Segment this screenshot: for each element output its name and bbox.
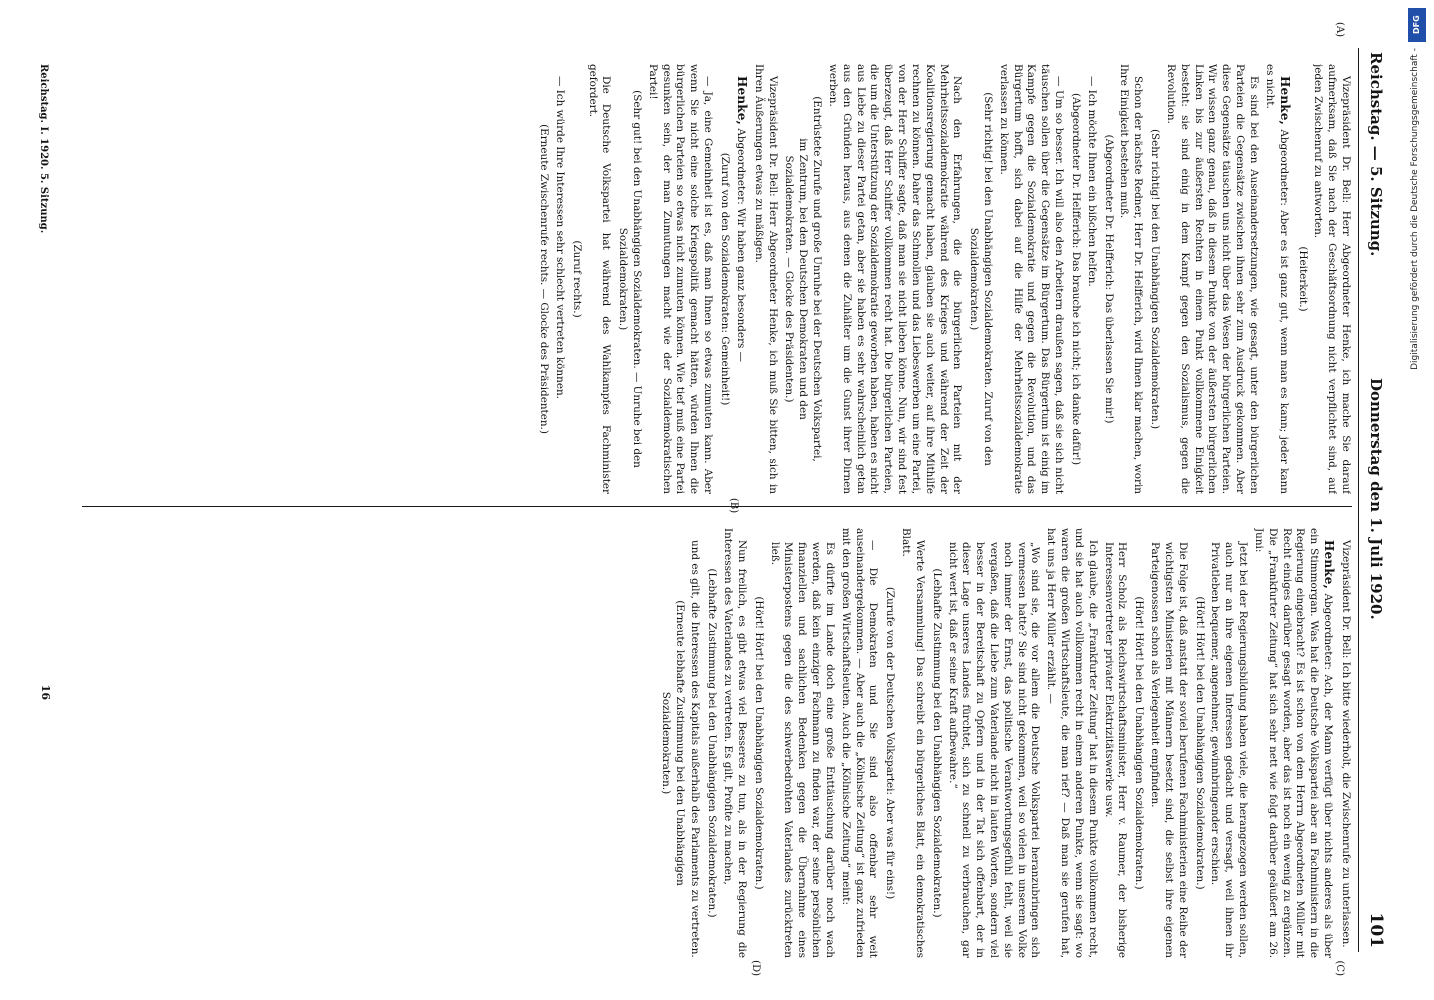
speech-paragraph bbox=[1251, 528, 1336, 958]
interjection: (Hört! Hört! bei den Unabhängigen Sozialdemokraten.) bbox=[1133, 596, 1146, 890]
interjection: (Abgeordneter Dr. Helfferich: Das überlassen Sie mir!) bbox=[1102, 134, 1115, 424]
paragraph: Schon der nächste Redner, Herr Dr. Helfferich, wird Ihnen klar machen, worin Ihre Einigkeit bestehen muß. bbox=[1118, 64, 1145, 494]
interjection: (Hört! Hört! bei den Unabhängigen Sozialdemokraten.) bbox=[752, 596, 765, 890]
interjection: (Sehr gut! bei den Unabhängigen Sozialdemokraten. — Unruhe bei den Sozialdemokraten.) bbox=[617, 90, 643, 468]
paragraph: und es gilt, die Interessen des Kapitals außerhalb des Parlaments zu vertreten. bbox=[689, 540, 702, 958]
speech-paragraph bbox=[1262, 64, 1292, 494]
paragraph: — Um so besser. Ich will also den Arbeitern draußen sagen, daß sie sich nicht täuschen sollen über die Gegensätze im Bürgertum. Das Bürgertum ist einig im Kampfe gegen die Sozialdemokratie und gegen die Revolution, und das Bürgertum hofft, sich dabei auf die Hilfe der Mehrheitssozialdemokratie verlassen zu können. bbox=[997, 64, 1066, 494]
speech-text: Abgeordneter: Aber es ist ganz gut, wenn man es kann; jeder kann es nicht. bbox=[1263, 64, 1290, 494]
page-header bbox=[1358, 48, 1389, 952]
margin-mark-b: (B) bbox=[728, 498, 739, 514]
interjection: (Entrüstete Zurufe und große Unruhe bei der Deutschen Volkspartei, im Zentrum, bei den Deutschen Demokraten und den Sozialdemokraten. — Glocke des Präsidenten.) bbox=[783, 96, 824, 462]
interjection: (Abgeordneter Dr. Helfferich: Das brauche ich nicht; ich danke dafür!) bbox=[1069, 92, 1082, 466]
interjection: (Zuruf rechts.) bbox=[570, 240, 583, 318]
signature-mark: 16 bbox=[38, 684, 52, 700]
rotated-page bbox=[25, 20, 1405, 980]
paragraph: Nach den Erfahrungen, die die bürgerlichen Parteien mit der Mehrheitssozialdemokratie während des Krieges und während der Zeit der Koalitionsregierung gemacht haben, glauben sie auch weiter, auf ihre Mithilfe rechnen zu können. Daher das Schmollen und das Liebeswerben um eine Partei, von der Herr Schiffer sagte, daß man sie nicht lieben könne. Nun, wir sind fest überzeugt, daß Herr Schiffer vollkommen recht hat. Die bürgerlichen Parteien, die um die Unterstützung der Sozialdemokratie geworben haben, haben es nicht aus Liebe zu dieser Partei getan, aber sie haben es sehr wahrscheinlich getan aus den Gründen heraus, aus denen die Zuhälter um die Gunst ihrer Dirnen werben. bbox=[826, 64, 964, 494]
interjection: (Heiterkeit.) bbox=[1296, 246, 1309, 312]
interjection: (Sehr richtig! bei den Unabhängigen Sozialdemokraten. Zuruf von den Sozialdemokraten.) bbox=[968, 92, 994, 466]
paragraph: Es sind bei den Auseinandersetzungen, wie gesagt, unter den bürgerlichen Parteien die Gegensätze zwischen ihnen sehr zum Ausdruck gekommen. Aber diese Gegensätze täuschen uns nicht über das Wesen der bürgerlichen Parteien. Wir wissen ganz genau, daß in diesem Punkte von der äußersten bürgerlichen Linken bis zur äußersten Rechten in einem Punkt vollkommene Einigkeit besteht: sie sind einig in dem Kampf gegen den Sozialismus, gegen die Revolution. bbox=[1164, 64, 1260, 494]
quotation: Herr Scholz als Reichswirtschaftsminister, Herr v. Raumer, der bisherige Interessenvertreter privater Elektrizitätswerke usw. bbox=[1102, 542, 1129, 958]
paragraph: — Ja, eine Gemeinheit ist es, daß man Ihnen so etwas zumuten kann. Aber wenn Sie nicht eine solche Kriegspolitik gemacht hätten, würden Ihnen die bürgerlichen Parteien so etwas nicht zumuten können. Wie tief muß eine Partei gesunken sein, der man Zumutungen macht wie der Sozialdemokratischen Partei! bbox=[646, 64, 715, 494]
paragraph: — Die Demokraten und Sie sind also offenbar sehr weit auseinandergekommen. — Aber auch die „Kölnische Zeitung“ ist ganz zufrieden mit den großen Wirtschaftsleuten. Auch die „Kölnische Zeitung“ meint: bbox=[839, 528, 880, 958]
speech-paragraph bbox=[733, 64, 749, 494]
interjection: (Lebhafte Zustimmung bei den Unabhängigen Sozialdemokraten.) bbox=[930, 568, 943, 918]
speech-text: Abgeordneter: Wir haben ganz besonders — bbox=[734, 128, 747, 363]
paragraph: Nun freilich, es gibt etwas viel Besseres zu tun, als in der Regierung die Interessen des Vaterlandes zu vertreten. Es gilt, Profite zu machen, bbox=[722, 528, 748, 958]
right-column bbox=[62, 528, 1352, 958]
speech-text: Abgeordneter: Ach, der Mann verfügt über nichts anderes als über ein Stimmorgan. Was hat die Deutsche Volkspartei aber an Fachministern in die Regierung eingebracht? Es ist schon von dem Herrn Abgeordneten Müller mit Recht einiges darüber gesagt worden, aber das ist noch ein wenig zu ergänzen. Die „Frankfurter Zeitung“ hat sich sehr nett wie folgt darüber geäußert am 26. Juni: bbox=[1252, 528, 1335, 958]
paragraph: Werte Versammlung! Das schreibt ein bürgerliches Blatt, ein demokratisches Blatt. bbox=[900, 528, 926, 958]
funding-notice: Digitalisierung gefördert durch die Deutsche Forschungsgemeinschaft - bbox=[1410, 48, 1420, 370]
paragraph: Vizepräsident Dr. Bell: Herr Abgeordneter Henke, ich mache Sie darauf aufmerksam, daß Sie nach der Geschäftsordnung nicht verpflichtet sind, auf jeden Zwischenruf zu antworten. bbox=[1312, 64, 1352, 494]
interjection: (Zurufe von der Deutschen Volkspartei: Aber was für eins!) bbox=[884, 586, 897, 900]
interjection: (Lebhafte Zustimmung bei den Unabhängigen Sozialdemokraten.) bbox=[706, 568, 719, 918]
dfg-logo: DFG bbox=[1408, 8, 1426, 42]
header-left: Reichstag. — 5. Sitzung. bbox=[1367, 52, 1385, 257]
quotation: „Wo sind sie, die vor allem die Deutsche Volkspartei heranzubringen sich vermessen hatte? Sie sind nicht gekommen, weil so vielen in unserem Volke noch immer der Ernst, das politische Verantwortungsgefühl fehlt, weil sie vergaßen, daß die Liebe zum Vaterlande nicht in lauten Worten, sondern viel besser in der Bereitschaft zu Opfern und in der Tat sich offenbart, der in dieser Lage unseres Landes fürchtet, sich zu schnell zu verbrauchen, gar nicht wert ist, daß er seine Kraft aufbewahre.“ bbox=[946, 542, 1042, 958]
funding-sidebar bbox=[1408, 8, 1426, 992]
interjection: (Zuruf von den Sozialdemokraten: Gemeinheit!) bbox=[718, 152, 731, 406]
paragraph: — Ich würde Ihre Interessen sehr schlecht vertreten können. bbox=[553, 76, 566, 399]
interjection: (Sehr richtig! bei den Unabhängigen Sozialdemokraten.) bbox=[1149, 128, 1162, 429]
interjection: (Erneute Zwischenrufe rechts. — Glocke des Präsidenten.) bbox=[538, 124, 551, 434]
paragraph: — Ich möchte Ihnen ein bißchen helfen. bbox=[1085, 76, 1098, 287]
paragraph: Vizepräsident Dr. Bell: Herr Abgeordneter Henke, ich muß Sie bitten, sich in Ihren Äußerungen etwas zu mäßigen. bbox=[752, 64, 779, 494]
page-number: 101 bbox=[1366, 912, 1386, 948]
margin-mark-c: (C) bbox=[1334, 960, 1345, 976]
columns bbox=[62, 22, 1352, 976]
header-date: Donnerstag den 1. Juli 1920. bbox=[1367, 378, 1385, 620]
quotation: Die Folge ist, daß anstatt der soviel berufenen Fachministerien eine Reihe der wichtigsten Ministerien mit Männern besetzt sind, die selbst ihre eigenen Parteigenossen schon als Verlegenheit empfinden. bbox=[1149, 542, 1189, 958]
interjection: (Erneute lebhafte Zustimmung bei den Unabhängigen Sozialdemokraten.) bbox=[659, 600, 686, 886]
paragraph: Ich glaube, die „Frankfurter Zeitung“ hat in diesem Punkte vollkommen recht, und sie hat auch vollkommen recht in einem anderen Punkte, wenn sie sagt: wo waren die großen Wirtschaftsleute, die man rief? — Daß man sie gerufen hat, hat uns ja Herr Müller erzählt. — bbox=[1045, 528, 1099, 958]
margin-mark-a: (A) bbox=[1334, 22, 1345, 38]
paragraph: Die Deutsche Volkspartei hat während des Wahlkampfes Fachminister gefordert. bbox=[586, 64, 613, 494]
margin-mark-d: (D) bbox=[750, 960, 761, 976]
speaker-name: Henke, bbox=[1277, 76, 1292, 126]
left-column bbox=[62, 64, 1352, 494]
paragraph: Vizepräsident Dr. Bell: Ich bitte wiederholt, die Zwischenrufe zu unterlassen. bbox=[1340, 540, 1352, 948]
speaker-name: Henke, bbox=[1322, 540, 1337, 590]
page-footer: Reichstag. I. 1920. 5. Sitzung. bbox=[38, 64, 50, 234]
quotation: Es dürfte im Lande doch eine große Enttäuschung darüber noch wach werden, daß kein einziger Fachmann zu finden war, der seine persönlichen finanziellen und sachlichen Bedenken gegen die Übernahme eines Ministerpostens gegen die des schwerbedrohten Vaterlandes zurücktreten ließ. bbox=[768, 542, 836, 958]
interjection: (Hört! Hört! bei den Unabhängigen Sozialdemokraten.) bbox=[1193, 596, 1206, 890]
quotation: Jetzt bei der Regierungsbildung haben viele, die herangezogen werden sollen, auch nur an ihre eigenen Interessen gedacht und versagt, weil ihnen ihr Privatleben bequemer, angenehmer, gewinnbringender erschien. bbox=[1209, 542, 1250, 958]
speaker-name: Henke, bbox=[734, 76, 749, 126]
column-divider bbox=[82, 506, 1352, 507]
